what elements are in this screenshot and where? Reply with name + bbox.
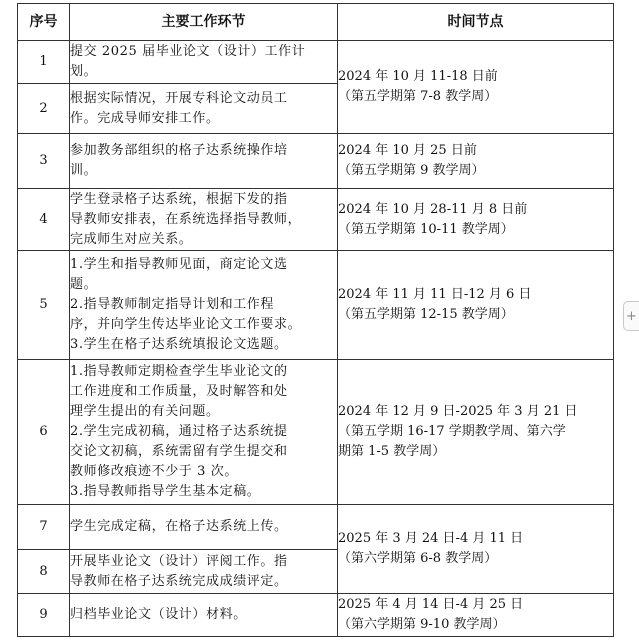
table-row: [18, 594, 614, 637]
header-time: 时间节点: [338, 4, 614, 41]
row-task: 根据实际情况，开展专科论文动员工 作。完成导师安排工作。: [70, 84, 338, 134]
row-num: 4: [18, 189, 70, 251]
row-time: 2025 年 4 月 14 日-4 月 25 日 （第六学期第 9-10 教学周）: [338, 594, 614, 637]
row-task: 学生登录格子达系统，根据下发的指 导教师安排表，在系统选择指导教师， 完成师生对应关系。: [70, 189, 338, 251]
header-task: 主要工作环节: [70, 4, 338, 41]
row-time: 2024 年 10 月 25 日前 （第五学期第 9 教学周）: [338, 134, 614, 189]
table-row: [18, 360, 614, 505]
row-task: 1.学生和指导教师见面，商定论文选 题。 2.指导教师制定指导计划和工作程 序，并向学生传达毕业论文工作要求。 3.学生在格子达系统填报论文选题。: [70, 251, 338, 360]
row-num: 5: [18, 251, 70, 360]
table-header-row: [18, 4, 614, 41]
row-task: 参加教务部组织的格子达系统操作培 训。: [70, 134, 338, 189]
row-time: 2024 年 10 月 11-18 日前 （第五学期第 7-8 教学周）: [338, 41, 614, 134]
row-time: 2024 年 11 月 11 日-12 月 6 日 （第五学期第 12-15 教学周）: [338, 251, 614, 360]
schedule-table: [17, 3, 614, 637]
table-row: [18, 189, 614, 251]
table-row: [18, 41, 614, 84]
row-num: 3: [18, 134, 70, 189]
table-row: [18, 134, 614, 189]
row-task: 学生完成定稿，在格子达系统上传。: [70, 505, 338, 550]
row-task: 归档毕业论文（设计）材料。: [70, 594, 338, 637]
row-task: 1.指导教师定期检查学生毕业论文的 工作进度和工作质量，及时解答和处 理学生提出的有关问题。 2.学生完成初稿，通过格子达系统提 交论文初稿，系统需留有学生提交和 教师修改痕迹不少于 3 次。 3.指导教师指导学生基本定稿。: [70, 360, 338, 505]
row-time: 2025 年 3 月 24 日-4 月 11 日 （第六学期第 6-8 教学周）: [338, 505, 614, 594]
row-time: 2024 年 10 月 28-11 月 8 日前 （第五学期第 10-11 教学周）: [338, 189, 614, 251]
table-row: [18, 505, 614, 550]
row-num: 2: [18, 84, 70, 134]
row-num: 6: [18, 360, 70, 505]
add-column-tab[interactable]: +: [623, 301, 639, 331]
table-row: [18, 251, 614, 360]
row-task: 开展毕业论文（设计）评阅工作。指 导教师在格子达系统完成成绩评定。: [70, 550, 338, 594]
row-num: 1: [18, 41, 70, 84]
row-time: 2024 年 12 月 9 日-2025 年 3 月 21 日 （第五学期 16-17 学期教学周、第六学 期第 1-5 教学周）: [338, 360, 614, 505]
row-num: 9: [18, 594, 70, 637]
row-num: 7: [18, 505, 70, 550]
header-num: 序号: [18, 4, 70, 41]
row-task: 提交 2025 届毕业论文（设计）工作计 划。: [70, 41, 338, 84]
row-num: 8: [18, 550, 70, 594]
